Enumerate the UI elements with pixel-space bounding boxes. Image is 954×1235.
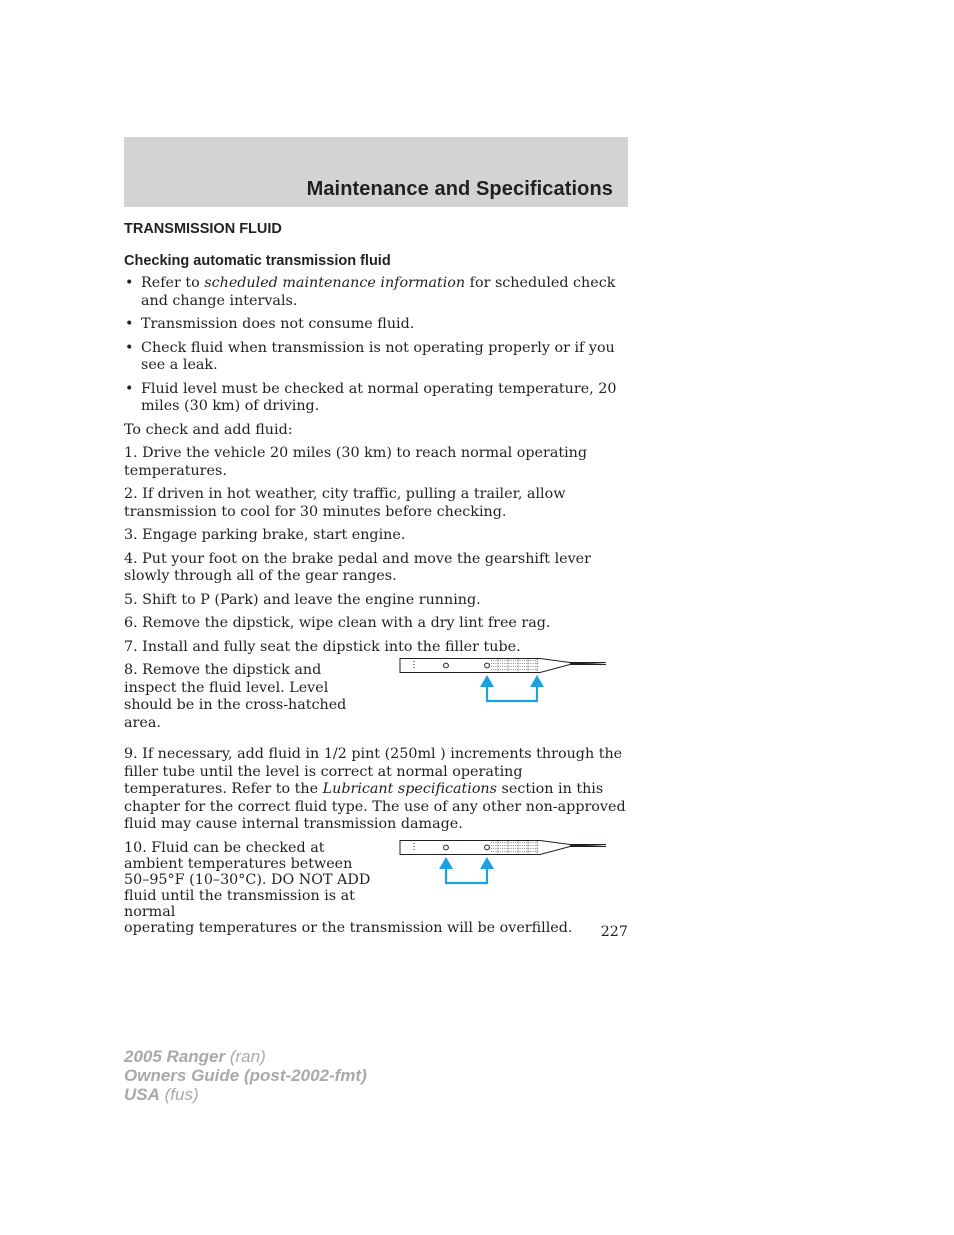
bullet-icon: • xyxy=(125,275,134,291)
page-number: 227 xyxy=(600,924,628,940)
dipstick-figure-cool xyxy=(398,838,610,890)
arrow-icon xyxy=(439,857,494,883)
step-8-row xyxy=(124,662,628,732)
footer-line-market: USA (fus) xyxy=(124,1085,199,1104)
step-6: 6. Remove the dipstick, wipe clean with a dry lint free rag. xyxy=(124,615,551,631)
step-3: 3. Engage parking brake, start engine. xyxy=(124,527,406,543)
section-title: TRANSMISSION FLUID xyxy=(124,221,282,237)
footer-line-model: 2005 Ranger (ran) xyxy=(124,1047,266,1066)
dipstick-figure-hot xyxy=(398,656,610,708)
cross-hatch-area xyxy=(491,841,539,854)
step-1: 1. Drive the vehicle 20 miles (30 km) to reach normal operating temperatures. xyxy=(124,445,588,479)
step-2: 2. If driven in hot weather, city traffic, pulling a trailer, allow transmission to cool for 30 minutes before checking. xyxy=(124,486,566,520)
content xyxy=(124,221,628,943)
cross-hatch-area xyxy=(491,659,539,672)
step-10-row xyxy=(124,840,628,920)
footer xyxy=(124,1047,367,1104)
step-9: 9. If necessary, add fluid in 1/2 pint (250ml ) increments through the filler tube until the level is correct at normal operating temperatures. Refer to the Lubricant specifications section in this chapter for the correct fluid type. The use of any other non-approved fluid may cause internal transmission damage. xyxy=(124,746,626,832)
step-10-continued: operating temperatures or the transmission will be overfilled. xyxy=(124,919,573,936)
bullet-item: • Fluid level must be checked at normal operating temperature, 20 miles (30 km) of driving. xyxy=(125,380,617,414)
bullet-icon: • xyxy=(125,380,134,397)
arrow-icon xyxy=(480,675,544,701)
step-10: 10. Fluid can be checked at ambient temperatures between 50–95°F (10–30°C). DO NOT ADD fluid until the transmission is at normal xyxy=(124,839,371,920)
bullet-list xyxy=(124,275,628,416)
step-8: 8. Remove the dipstick and inspect the fluid level. Level should be in the cross-hatched area. xyxy=(124,662,347,731)
bullet-item: • Check fluid when transmission is not operating properly or if you see a leak. xyxy=(125,339,615,373)
step-5: 5. Shift to P (Park) and leave the engine running. xyxy=(124,591,481,608)
bullet-item: • Refer to scheduled maintenance information for scheduled check and change intervals. xyxy=(125,275,616,309)
intro-text: To check and add fluid: xyxy=(124,421,293,438)
bullet-icon: • xyxy=(125,339,134,356)
page-title: Maintenance and Specifications xyxy=(306,178,613,200)
step-7: 7. Install and fully seat the dipstick into the filler tube. xyxy=(124,638,521,655)
footer-line-guide: Owners Guide (post-2002-fmt) xyxy=(124,1066,367,1085)
bullet-icon: • xyxy=(125,316,134,332)
bullet-item: • Transmission does not consume fluid. xyxy=(125,316,415,332)
step-4: 4. Put your foot on the brake pedal and move the gearshift lever slowly through all of the gear ranges. xyxy=(124,550,591,584)
section-subtitle: Checking automatic transmission fluid xyxy=(124,252,391,269)
header-band xyxy=(124,137,628,207)
